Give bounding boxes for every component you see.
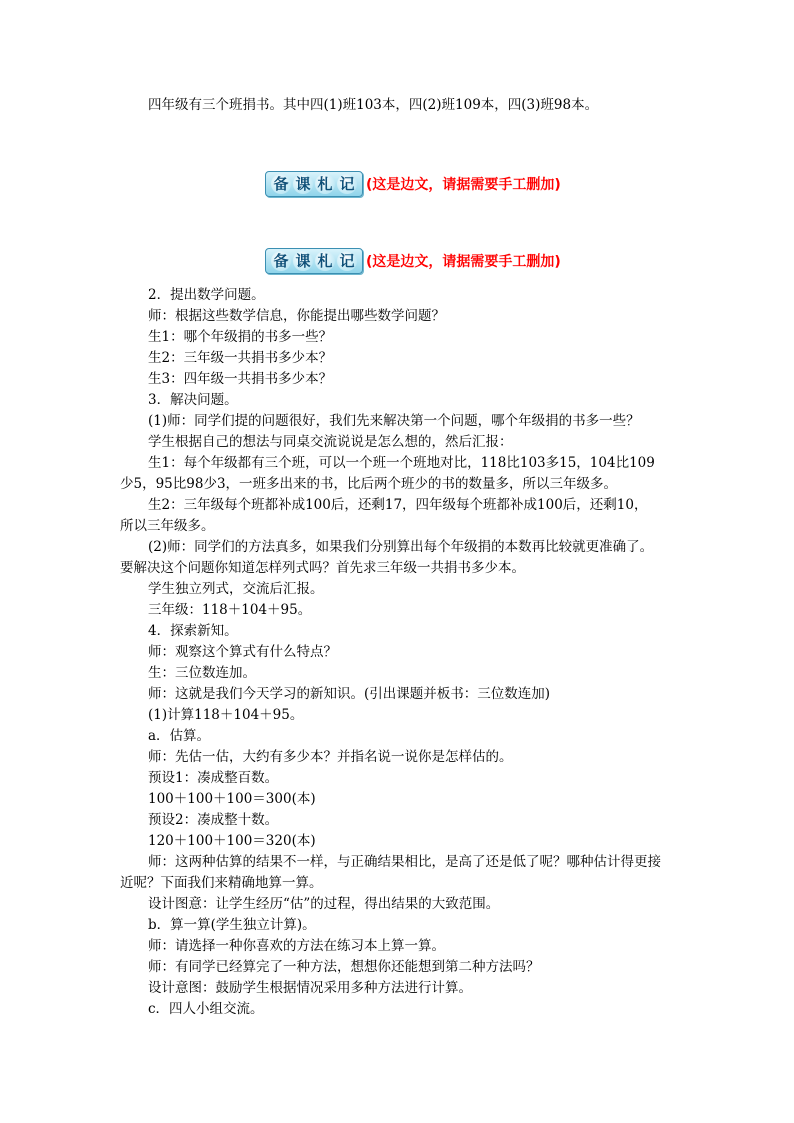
lesson-notes-badge [265, 248, 363, 274]
body-line: 生3：四年级一共捐书多少本？ [148, 371, 333, 387]
body-line: 100＋100＋100＝300(本) [148, 791, 316, 807]
badge-char: 备 [271, 174, 291, 194]
intro-text: 四年级有三个班捐书。其中四(1)班103本，四(2)班109本，四(3)班98本。 [148, 97, 599, 113]
badge-char: 札 [315, 174, 335, 194]
body-line: 要解决这个问题你知道怎样列式吗？首先求三年级一共捐书多少本。 [120, 560, 525, 576]
body-line: 师：先估一估，大约有多少本？并指名说一说你是怎样估的。 [148, 749, 513, 765]
lesson-notes-banner [265, 248, 561, 274]
lesson-notes-badge [265, 171, 363, 197]
body-line: 4．探索新知。 [148, 623, 238, 639]
badge-char: 记 [337, 251, 357, 271]
margin-note: (这是边文，请据需要手工删加) [366, 254, 561, 270]
body-line: 生1：每个年级都有三个班，可以一个班一个班地对比，118比103多15，104比109 [148, 455, 655, 471]
body-line: 2．提出数学问题。 [148, 287, 265, 303]
body-line: 师：观察这个算式有什么特点？ [148, 644, 337, 660]
body-line: 师：这两种估算的结果不一样，与正确结果相比，是高了还是低了呢？哪种估计得更接 [148, 854, 661, 870]
body-line: 近呢？下面我们来精确地算一算。 [120, 875, 323, 891]
body-line: 所以三年级多。 [120, 518, 215, 534]
body-line: 学生独立列式，交流后汇报。 [148, 581, 324, 597]
body-line: 预设1：凑成整百数。 [148, 770, 279, 786]
body-line: 3．解决问题。 [148, 392, 238, 408]
body-line: 生2：三年级每个班都补成100后，还剩17，四年级每个班都补成100后，还剩10， [148, 497, 648, 513]
body-line: 学生根据自己的想法与同桌交流说说是怎么想的，然后汇报： [148, 434, 513, 450]
body-line: 三年级：118＋104＋95。 [148, 602, 312, 618]
body-line: 设计图意：让学生经历“估”的过程，得出结果的大致范围。 [148, 896, 500, 912]
body-line: b．算一算(学生独立计算)。 [148, 917, 316, 933]
body-line: 师：请选择一种你喜欢的方法在练习本上算一算。 [148, 938, 445, 954]
badge-char: 记 [337, 174, 357, 194]
body-line: c．四人小组交流。 [148, 1001, 264, 1017]
body-line: 师：这就是我们今天学习的新知识。(引出课题并板书：三位数连加) [148, 686, 551, 702]
margin-note: (这是边文，请据需要手工删加) [366, 177, 561, 193]
badge-char: 札 [315, 251, 335, 271]
badge-char: 备 [271, 251, 291, 271]
body-line: 生2：三年级一共捐书多少本？ [148, 350, 333, 366]
body-line: 生1：哪个年级捐的书多一些？ [148, 329, 333, 345]
body-line: (2)师：同学们的方法真多，如果我们分别算出每个年级捐的本数再比较就更准确了。 [148, 539, 654, 555]
badge-char: 课 [293, 174, 313, 194]
body-line: (1)师：同学们提的问题很好，我们先来解决第一个问题，哪个年级捐的书多一些？ [148, 413, 640, 429]
body-line: 生：三位数连加。 [148, 665, 256, 681]
body-line: 120＋100＋100＝320(本) [148, 833, 316, 849]
body-line: (1)计算118＋104＋95。 [148, 707, 304, 723]
body-line: a．估算。 [148, 728, 211, 744]
body-line: 师：根据这些数学信息，你能提出哪些数学问题？ [148, 308, 445, 324]
body-line: 预设2：凑成整十数。 [148, 812, 279, 828]
badge-char: 课 [293, 251, 313, 271]
body-line: 设计意图：鼓励学生根据情况采用多种方法进行计算。 [148, 980, 472, 996]
body-line: 少5，95比98少3，一班多出来的书，比后两个班少的书的数量多，所以三年级多。 [120, 476, 618, 492]
lesson-notes-banner [265, 171, 561, 197]
body-line: 师：有同学已经算完了一种方法，想想你还能想到第二种方法吗？ [148, 959, 540, 975]
